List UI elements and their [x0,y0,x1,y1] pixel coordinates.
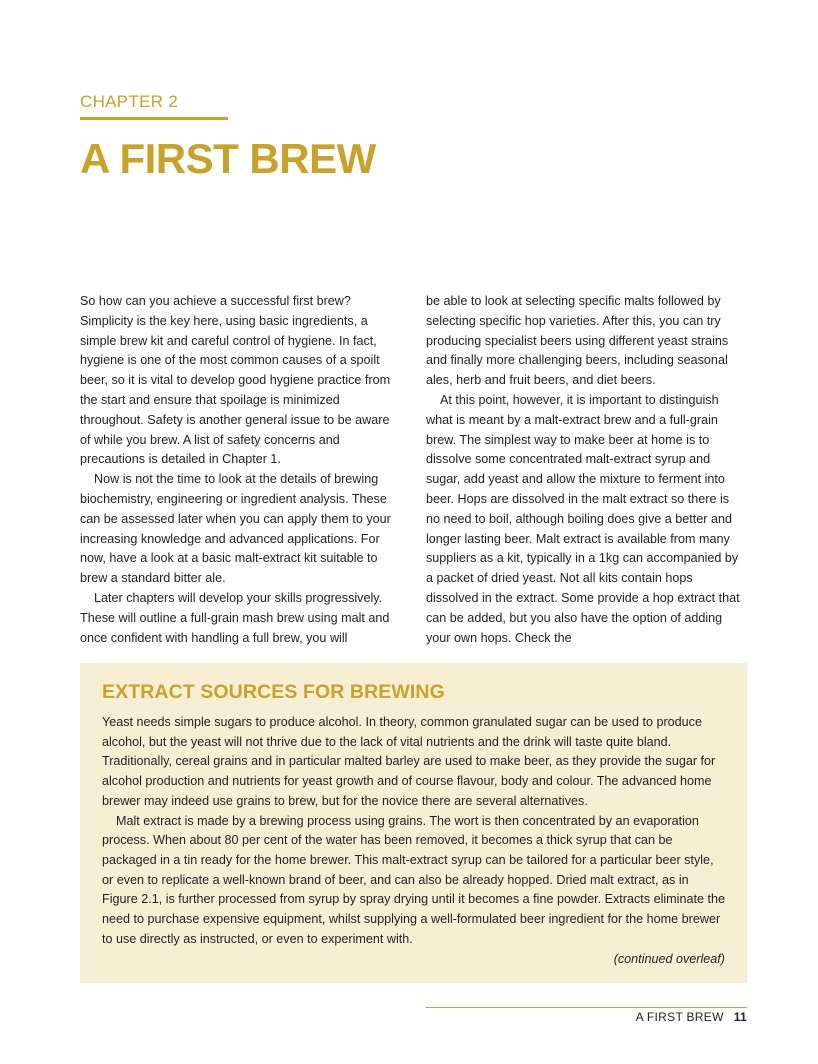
chapter-rule [80,117,228,120]
page-number: 11 [733,1010,747,1024]
running-title: A FIRST BREW [635,1010,724,1024]
sidebar-paragraph: Malt extract is made by a brewing process using grains. The wort is then concentrated by an evaporation process. When about 80 per cent of the water has been removed, it becomes a thick syrup that can be packaged in a tin ready for the home brewer. This malt-extract syrup can be tailored for a particular beer style, or even to replicate a well-known brand of beer, and can also be already hopped. Dried malt extract, as in Figure 2.1, is further processed from syrup by spray drying until it becomes a fine powder. Extracts eliminate the need to purchase expensive equipment, whilst supplying a well-formulated beer ingredient for the home brewer to use directly as instructed, or even to experiment with. [102,813,725,946]
footer-rule [426,1007,747,1008]
body-paragraph: At this point, however, it is important to distinguish what is meant by a malt-extract brew and a full-grain brew. The simplest way to make beer at home is to dissolve some concentrated malt-extract syrup and sugar, add yeast and allow the mixture to ferment into beer. Hops are dissolved in the malt extract so there is no need to boil, although boiling does give a better and longer lasting beer. Malt extract is available from many suppliers as a kit, typically in a 1kg can accompanied by a packet of dried yeast. Not all kits contain hops dissolved in the extract. Some provide a hop extract that can be added, but you also have the option of adding your own hops. Check the [426,392,740,645]
sidebar-heading: EXTRACT SOURCES FOR BREWING [102,681,445,703]
body-paragraph: Now is not the time to look at the details of brewing biochemistry, engineering or ingredient analysis. These can be assessed later when you can apply them to your increasing knowledge and advanced applications. For now, have a look at a basic malt-extract kit suitable to brew a standard bitter ale. [80,472,391,586]
chapter-label: CHAPTER 2 [80,92,179,111]
body-paragraph: be able to look at selecting specific malts followed by selecting specific hop varieties. After this, you can try producing specialist beers using different yeast strains and finally more challenging beers, including seasonal ales, herb and fruit beers, and diet beers. [426,294,729,388]
body-column-right [426,292,742,648]
continued-note: (continued overleaf) [613,952,725,967]
body-column-left [80,292,398,648]
sidebar-box [80,663,747,983]
chapter-title: A FIRST BREW [80,135,376,182]
page-footer [636,1010,747,1024]
body-paragraph: Later chapters will develop your skills progressively. These will outline a full-grain mash brew using malt and once confident with handling a full brew, you will [80,590,390,645]
body-paragraph: So how can you achieve a successful first brew? Simplicity is the key here, using basic ingredients, a simple brew kit and careful control of hygiene. In fact, hygiene is one of the most common causes of a spoilt beer, so it is vital to develop good hygiene practice from the start and ensure that spoilage is minimized throughout. Safety is another general issue to be aware of while you brew. A list of safety concerns and precautions is detailed in Chapter 1. [80,294,391,467]
sidebar-paragraph: Yeast needs simple sugars to produce alcohol. In theory, common granulated sugar can be used to produce alcohol, but the yeast will not thrive due to the lack of vital nutrients and the drink will taste quite bland. Traditionally, cereal grains and in particular malted barley are used to make beer, as they provide the sugar for alcohol production and nutrients for yeast growth and of course flavour, body and colour. The advanced home brewer may indeed use grains to brew, but for the novice there are several alternatives. [102,715,716,808]
